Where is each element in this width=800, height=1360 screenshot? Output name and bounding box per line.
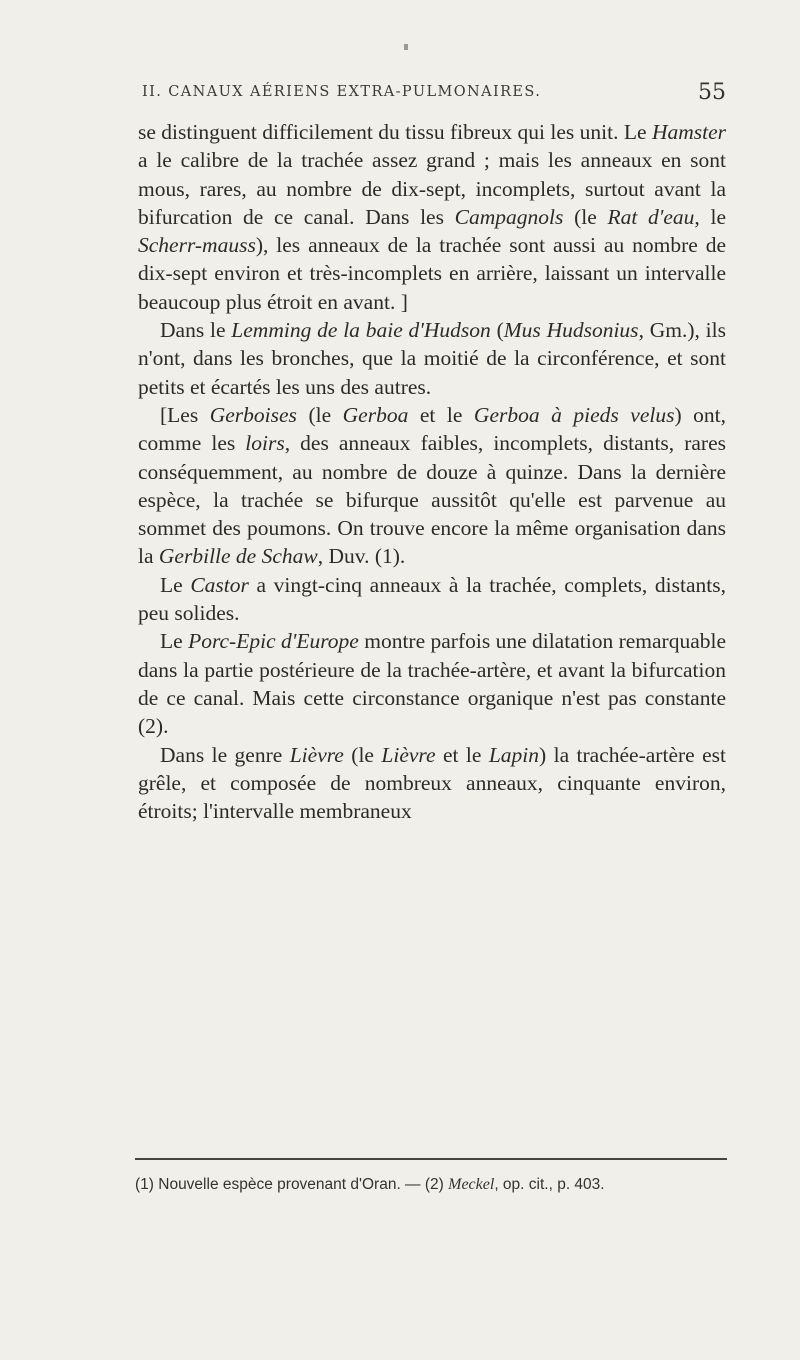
italic-term: Hamster xyxy=(651,120,726,144)
text-run: Le xyxy=(160,629,189,654)
paragraph xyxy=(138,118,726,316)
text-run: ( xyxy=(490,318,504,343)
text-run: , Duv. (1). xyxy=(317,544,406,569)
text-run: , le xyxy=(694,204,727,229)
paragraph xyxy=(138,401,726,571)
italic-term: Meckel xyxy=(448,1176,495,1193)
italic-term: Castor xyxy=(190,572,249,597)
text-run: ) la trachée-artère est grêle, et composée de nombreux anneaux, cinquante environ, étroits; l'intervalle membraneux xyxy=(138,742,726,824)
chapter-title: II. CANAUX AÉRIENS EXTRA-PULMONAIRES. xyxy=(142,84,542,100)
italic-term: Gerboises xyxy=(209,402,297,427)
italic-term: Porc-Epic d'Europe xyxy=(188,629,359,654)
text-run: , Gm.), ils n'ont, dans les bronches, que la moitié de la circonférence, et sont petits et écartés les uns des autres. xyxy=(138,318,726,399)
text-run: (le xyxy=(563,204,608,229)
footnote xyxy=(135,1176,735,1194)
print-mark xyxy=(404,44,408,50)
text-run: a le calibre de la trachée assez grand ; mais les anneaux en sont mous, rares, au nombre de dix-sept, incomplets, surtout avant la bifurcation de ce canal. Dans les xyxy=(138,148,726,229)
italic-term: loirs xyxy=(245,431,285,456)
text-run: , des anneaux faibles, incomplets, distants, rares conséquemment, au nombre de douze à quinze. Dans la dernière espèce, la trachée se bifurque aussitôt qu'elle est parvenue au sommet des poumons. On trouve encore la même organisation dans la xyxy=(138,431,726,569)
text-run: (le xyxy=(343,742,382,767)
italic-term: Mus Hudsonius xyxy=(503,318,639,343)
running-header xyxy=(142,80,726,110)
italic-term: Campagnols xyxy=(454,204,564,229)
text-run: et le xyxy=(408,402,474,427)
text-run: (le xyxy=(296,402,343,427)
body-text xyxy=(138,118,726,825)
text-run: , op. cit., p. 403. xyxy=(494,1176,605,1193)
paragraph xyxy=(138,741,726,826)
italic-term: Gerbille de Schaw xyxy=(158,544,318,569)
text-run: et le xyxy=(435,742,489,767)
text-run: montre parfois une dilatation remarquable dans la partie postérieure de la trachée-artère, et avant la bifurcation de ce canal. Mais cette circonstance organique n'est pas constante (2). xyxy=(138,629,727,739)
page-number: 55 xyxy=(698,80,726,105)
text-run: [Les xyxy=(160,402,210,427)
text-run: Dans le genre xyxy=(160,742,290,767)
italic-term: Lapin xyxy=(488,742,540,767)
italic-term: Lièvre xyxy=(381,742,436,767)
text-run: ) ont, comme les xyxy=(138,402,726,456)
paragraph xyxy=(138,627,726,740)
footnote-rule xyxy=(135,1158,727,1160)
text-run: ), les anneaux de la trachée sont aussi au nombre de dix-sept environ et très-incomplets en arrière, laissant un intervalle beaucoup plus étroit en avant. ] xyxy=(138,233,726,314)
text-run: a vingt-cinq anneaux à la trachée, complets, distants, peu solides. xyxy=(138,572,726,626)
italic-term: Gerboa à pieds velus xyxy=(473,402,675,427)
paragraph xyxy=(138,316,726,401)
text-run: se distinguent difficilement du tissu fibreux qui les unit. Le xyxy=(138,120,652,144)
italic-term: Lièvre xyxy=(289,742,344,767)
italic-term: Lemming de la baie d'Hudson xyxy=(231,318,491,343)
text-run: Le xyxy=(160,572,191,597)
text-run: (1) Nouvelle espèce provenant d'Oran. — (2) xyxy=(135,1176,449,1193)
italic-term: Gerboa xyxy=(342,402,409,427)
paragraph xyxy=(138,571,726,628)
italic-term: Rat d'eau xyxy=(607,204,695,229)
text-run: Dans le xyxy=(160,318,232,343)
italic-term: Scherr-mauss xyxy=(138,233,256,258)
